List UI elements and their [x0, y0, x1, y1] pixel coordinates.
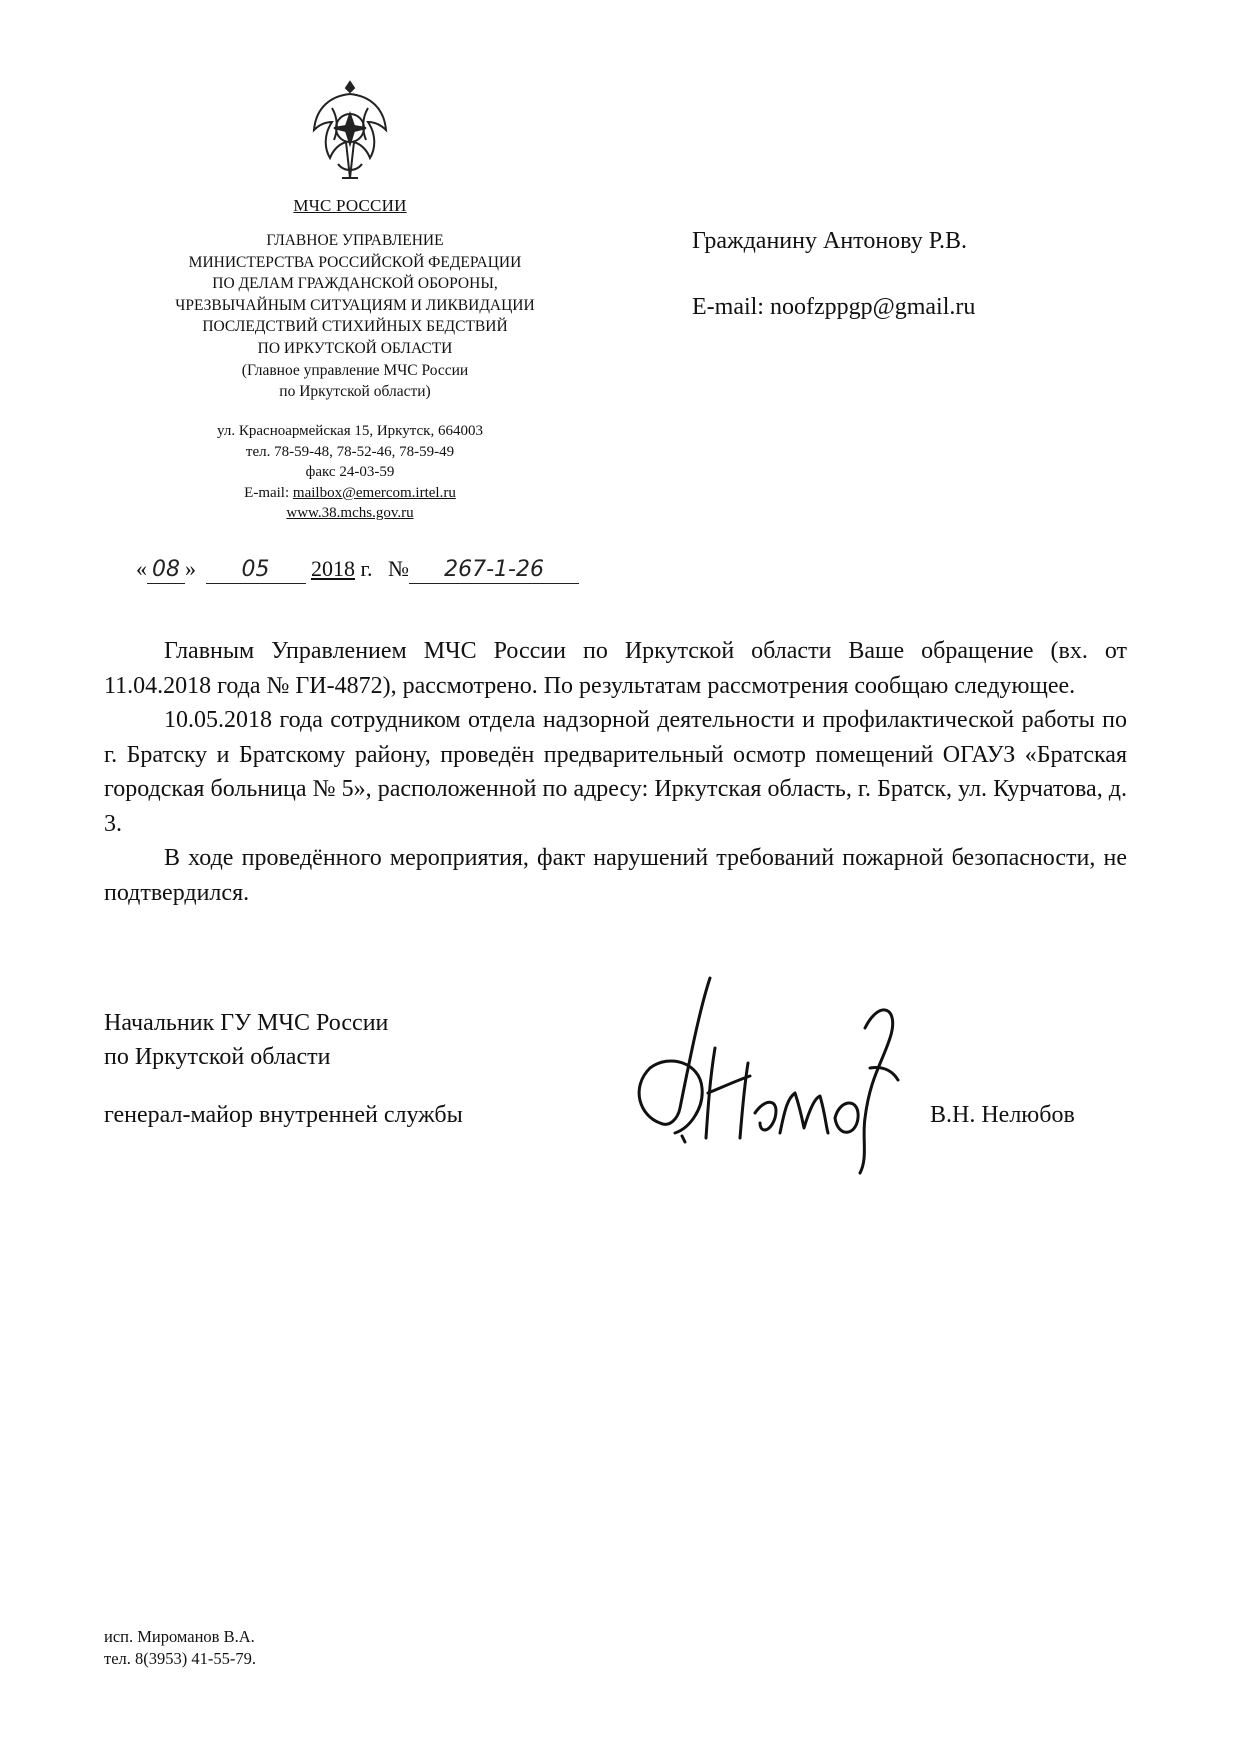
org-line: ПО ДЕЛАМ ГРАЖДАНСКОЙ ОБОРОНЫ,: [212, 275, 498, 293]
date-number-line: [136, 556, 579, 584]
org-line: по Иркутской области): [279, 383, 431, 401]
date-month: 05: [206, 557, 306, 584]
number-label: №: [388, 556, 410, 581]
body-paragraph: Главным Управлением МЧС России по Иркутской области Ваше обращение (вх. от 11.04.2018 года № ГИ-4872), рассмотрено. По результатам рассмотрения сообщаю следующее.: [104, 638, 1127, 699]
org-line: ГЛАВНОЕ УПРАВЛЕНИЕ: [266, 232, 444, 249]
executor-phone: тел. 8(3953) 41-55-79.: [104, 1649, 256, 1668]
signatory-title-line: Начальник ГУ МЧС России: [104, 1010, 389, 1036]
handwritten-signature-icon: [620, 968, 920, 1178]
date-day: 08: [147, 557, 185, 584]
org-email-link[interactable]: mailbox@emercom.irtel.ru: [292, 484, 456, 501]
body-paragraph: 10.05.2018 года сотрудником отдела надзорной деятельности и профилактической работы по г. Братску и Братскому району, проведён предварительный осмотр помещений ОГАУЗ «Братская городская больница № 5», расположенной по адресу: Иркутская область, г. Братск, ул. Курчатова, д. 3.: [104, 707, 1127, 837]
org-line: (Главное управление МЧС России: [241, 361, 469, 379]
recipient-email: E-mail: noofzppgp@gmail.ru: [692, 294, 976, 320]
quote-open: «: [136, 556, 147, 581]
org-email-row: [165, 483, 535, 504]
org-line: ПО ИРКУТСКОЙ ОБЛАСТИ: [257, 339, 453, 357]
org-line: ПОСЛЕДСТВИЙ СТИХИЙНЫХ БЕДСТВИЙ: [202, 318, 508, 336]
org-full-name: [120, 230, 590, 403]
date-year: 2018: [311, 556, 355, 581]
date-year-suffix: г.: [360, 556, 373, 581]
org-address: ул. Красноармейская 15, Иркутск, 664003: [217, 423, 483, 439]
executor-info: [104, 1626, 256, 1670]
quote-close: »: [185, 556, 196, 581]
org-fax: факс 24-03-59: [305, 464, 395, 480]
letter-body: [104, 634, 1127, 910]
org-line: ЧРЕЗВЫЧАЙНЫМ СИТУАЦИЯМ И ЛИКВИДАЦИИ: [175, 296, 535, 314]
signatory-name: В.Н. Нелюбов: [930, 1102, 1075, 1128]
body-paragraph: В ходе проведённого мероприятия, факт нарушений требований пожарной безопасности, не подтвердился.: [104, 845, 1127, 906]
org-website-link[interactable]: www.38.mchs.gov.ru: [286, 505, 414, 521]
outgoing-number: 267-1-26: [409, 557, 579, 584]
mchs-emblem-icon: [302, 78, 398, 190]
org-contacts: [165, 421, 535, 524]
org-email-label: E-mail:: [244, 484, 290, 501]
org-line: МИНИСТЕРСТВА РОССИЙСКОЙ ФЕДЕРАЦИИ: [188, 253, 522, 271]
signatory-title: [104, 1006, 388, 1074]
recipient-name: Гражданину Антонову Р.В.: [692, 228, 968, 254]
org-phones: тел. 78-59-48, 78-52-46, 78-59-49: [245, 443, 455, 460]
executor-name: исп. Мироманов В.А.: [104, 1627, 255, 1646]
signatory-rank: генерал-майор внутренней службы: [104, 1102, 463, 1128]
signatory-title-line: по Иркутской области: [104, 1044, 331, 1070]
org-short-name: МЧС РОССИИ: [293, 196, 407, 215]
